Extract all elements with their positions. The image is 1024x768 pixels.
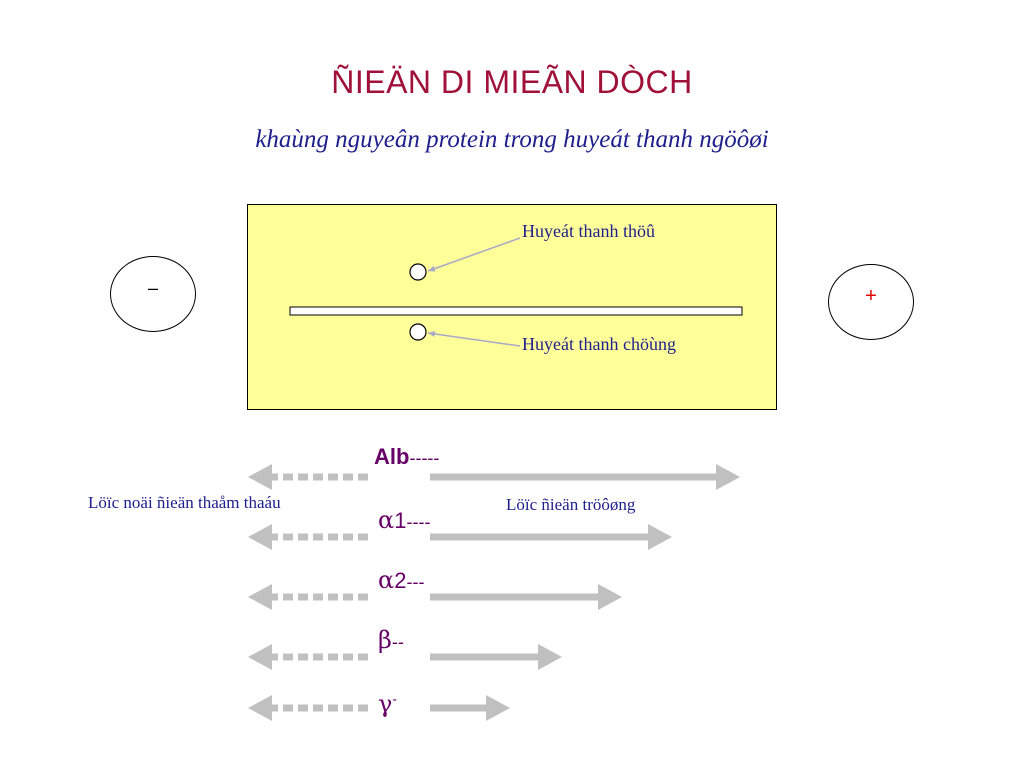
test-serum-pointer (428, 238, 520, 271)
endosmosis-arrowhead-alpha2 (248, 584, 272, 610)
band-dashes: ---- (406, 512, 431, 532)
band-symbol: α (378, 566, 395, 594)
endosmosis-label: Löïc noäi ñieän thaåm thaáu (88, 493, 281, 512)
band-index: 2 (394, 568, 407, 593)
band-gamma (378, 690, 397, 718)
band-symbol: Alb (374, 444, 410, 469)
endosmosis-arrowhead-beta (248, 644, 272, 670)
electrophoresis-arrowhead-alpha2 (598, 584, 622, 610)
control-serum-well (410, 324, 426, 340)
endosmosis-arrowhead-alpha1 (248, 524, 272, 550)
electrophoresis-arrowhead-beta (538, 644, 562, 670)
band-alpha1 (378, 506, 430, 534)
band-alb (374, 444, 439, 470)
positive-sign: + (865, 285, 877, 307)
electrophoresis-arrowhead-gamma (486, 695, 510, 721)
antibody-trough (290, 307, 742, 315)
band-beta (378, 626, 404, 654)
band-dashes: -- (391, 632, 404, 652)
page-subtitle: khaùng nguyeân protein trong huyeát thanh ngöôøi (255, 126, 769, 153)
band-dashes: --- (406, 572, 425, 592)
control-serum-pointer (428, 333, 520, 346)
negative-sign: – (147, 278, 158, 298)
endosmosis-arrowhead-gamma (248, 695, 272, 721)
electrophoresis-arrowhead-alpha1 (648, 524, 672, 550)
band-dashes: - (392, 690, 398, 707)
test-serum-label: Huyeát thanh thöû (522, 221, 655, 241)
test-serum-well (410, 264, 426, 280)
band-symbol: β (378, 626, 392, 654)
electrophoresis-label: Löïc ñieän tröôøng (506, 495, 636, 514)
band-dashes: ----- (409, 448, 440, 468)
band-symbol: γ (378, 690, 393, 718)
control-serum-label: Huyeát thanh chöùng (522, 334, 676, 354)
band-alpha2 (378, 566, 424, 594)
electrophoresis-arrowhead-alb (716, 464, 740, 490)
page-title: ÑIEÄN DI MIEÃN DÒCH (331, 64, 693, 100)
migration-arrows (248, 464, 740, 721)
band-index: 1 (394, 508, 407, 533)
endosmosis-arrowhead-alb (248, 464, 272, 490)
band-symbol: α (378, 506, 395, 534)
